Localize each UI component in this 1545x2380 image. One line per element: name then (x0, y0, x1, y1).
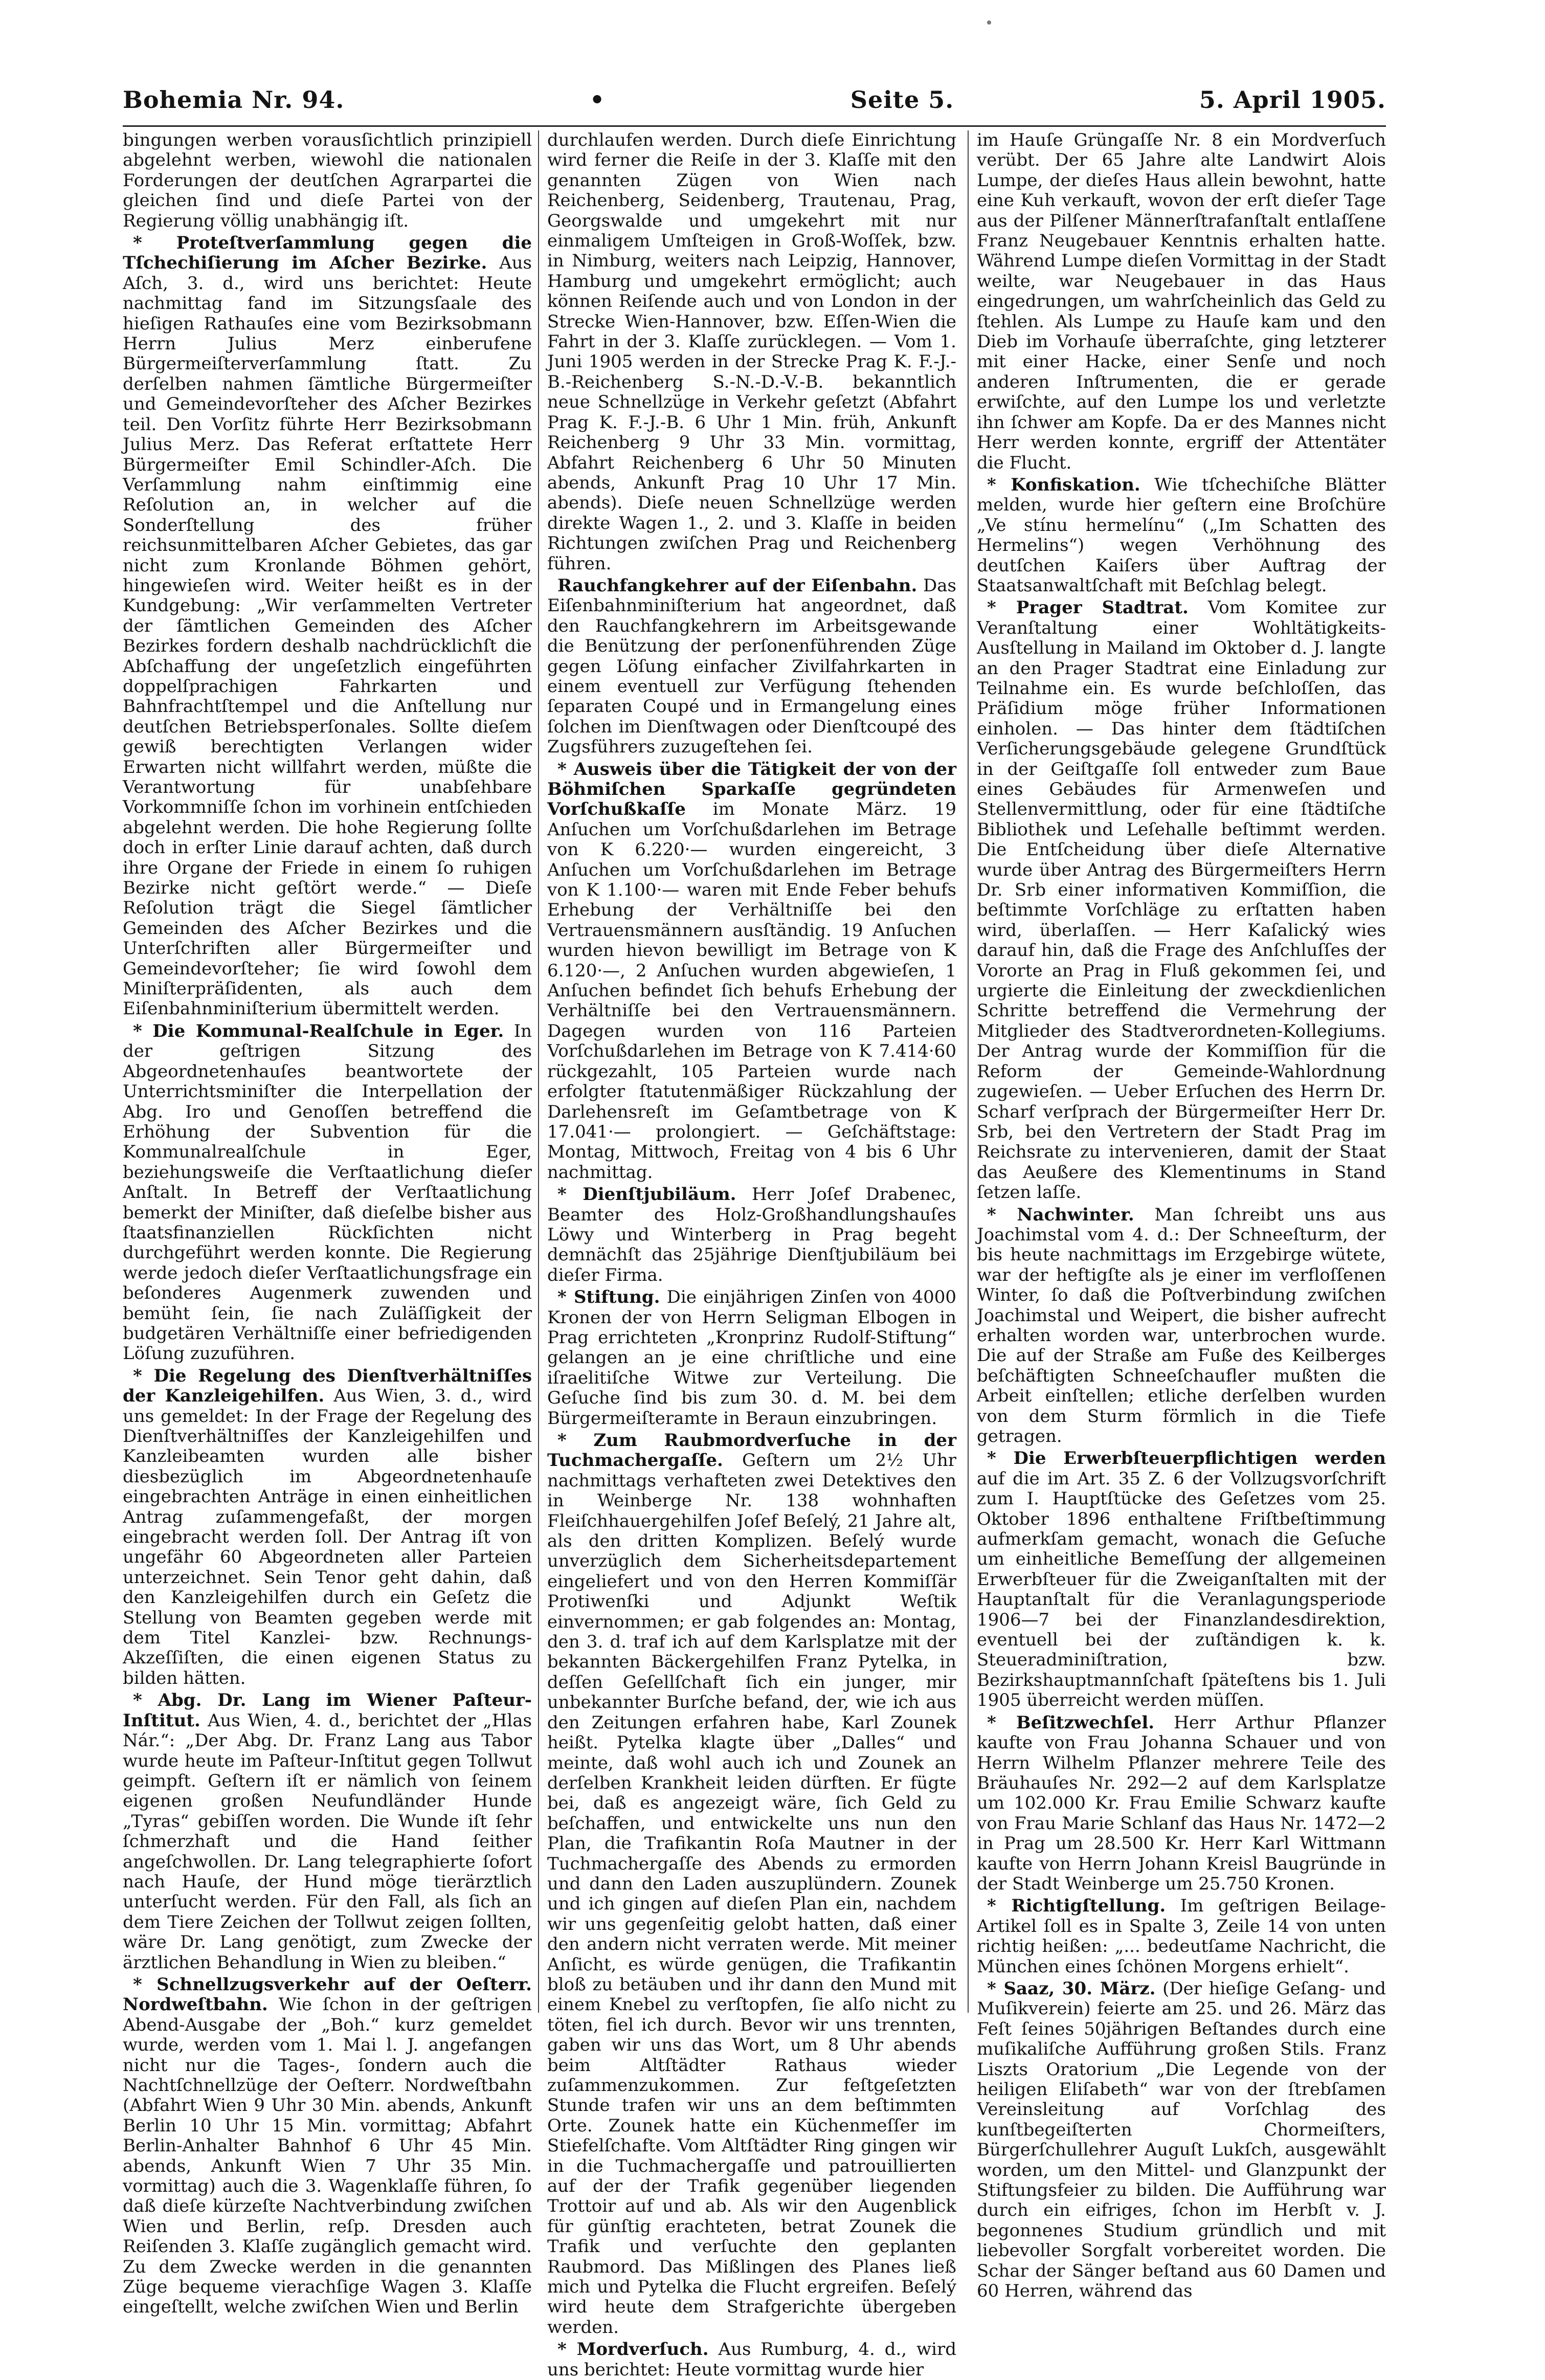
article-body-text: Das Eiſenbahnminiſterium hat angeordnet, daß den Rauchfangkehrern im Arbeitsgewande die Benützung der perſonenführenden Züge gegen Löſung einfacher Zivilfahrkarten in einem eventuell zur Verfügung ſtehenden ſeparaten Coupé und in Ermangelung eines ſolchen im Dienſtwagen oder Dienſtcoupé des Zugsführers zuzugeſtehen ſei. (547, 575, 956, 758)
text-column-2 (547, 130, 957, 2380)
text-column-3 (977, 130, 1386, 2302)
section-mark: * (133, 1365, 154, 1386)
section-mark: * (557, 1430, 594, 1451)
article-body-text: Herr Arthur Pflanzer kaufte von Frau Johanna Schauer und von Herrn Wilhelm Pflanzer mehrere Teile des Bräuhauſes Nr. 292—2 auf dem Karlsplatze um 102.000 Kr. Frau Emilie Schwarz kaufte von Frau Marie Schlanf das Haus Nr. 1472—2 in Prag um 28.500 Kr. Herr Karl Wittmann kaufte von Herrn Johann Kreisl Baugründe in der Stadt Weinberge um 25.750 Kronen. (977, 1712, 1386, 1894)
article-headline: Stiftung. (573, 1287, 660, 1308)
column-divider (538, 130, 539, 2013)
article-headline: Beſitzwechſel. (1016, 1712, 1155, 1733)
article-paragraph (547, 760, 956, 1183)
ink-speck (987, 20, 991, 25)
issue-date: 5. April 1905. (1199, 86, 1386, 114)
section-mark: * (987, 1896, 1012, 1917)
article-headline: Zum Raubmordverſuche in der Tuchmachergaſſe. (547, 1430, 956, 1471)
article-body-text: Geſtern um 2½ Uhr nachmittags verhafteten zwei Detektives den in Weinberge Nr. 138 wohnhaften Fleiſchhauergehilfen Joſef Beſelý, 21 Jahre alt, als den dritten Komplizen. Beſelý wurde unverzüglich dem Sicherheitsdepartement eingeliefert und von den Herren Kommiſſär Protiwenſki und Adjunkt Weſtik einvernommen; er gab folgendes an: Montag, den 3. d. traf ich auf dem Karlsplatze mit der bekannten Bäckergehilfen Franz Pytelka, in deſſen Geſellſchaft ſich ein junger, mir unbekannter Burſche befand, der, wie ich aus den Zeitungen erfahren habe, Karl Zounek heißt. Pytelka klagte über „Dalles“ und meinte, daß wohl auch ich und Zounek an derſelben Krankheit leiden dürften. Er fügte bei, daß es angezeigt wäre, ſich Geld zu beſchaffen, und entwickelte uns nun den Plan, die Trafikantin Roſa Mautner in der Tuchmachergaſſe des Abends zu ermorden und dann den Laden auszuplündern. Zounek und ich gingen auf dieſen Plan ein, nachdem wir uns gegenſeitig gelobt hatten, daß einer den andern nicht verraten werde. Mit meiner Anſicht, es würde genügen, die Trafikantin bloß zu betäuben und ihr dann den Mund mit einem Knebel zu verſtopfen, ſie alſo nicht zu töten, fiel ich durch. Bevor wir uns trennten, gaben wir uns das Wort, um 8 Uhr abends beim Altſtädter Rathaus wieder zuſammenzukommen. Zur feſtgeſetzten Stunde trafen wir uns an dem beſtimmten Orte. Zounek hatte ein Küchenmeſſer im Stiefelſchafte. Vom Altſtädter Ring gingen wir in die Tuchmachergaſſe und patrouillierten auf der der Trafik gegenüber liegenden Trottoir auf und ab. Als wir den Augenblick für günſtig erachteten, betrat Zounek die Trafik und verſuchte den geplanten Raubmord. Das Mißlingen des Planes ließ mich und Pytelka die Flucht ergreifen. Beſelý wird heute dem Strafgerichte übergeben werden. (547, 1450, 956, 2338)
article-paragraph (123, 1975, 532, 2318)
article-paragraph (547, 576, 956, 758)
article-paragraph (547, 2340, 956, 2380)
article-headline: Mordverſuch. (576, 2339, 709, 2360)
article-body-text: Im geſtrigen Beilage-Artikel ſoll es in Spalte 3, Zeile 14 von unten richtig heißen: „... bedeutſame Nachricht, die München eines ſchönen Morgens erhielt“. (977, 1896, 1386, 1977)
section-mark: * (133, 1974, 157, 1995)
article-headline: Nachwinter. (1017, 1204, 1134, 1225)
article-headline: Rauchfangkehrer auf der Eiſenbahn. (557, 575, 917, 596)
article-body-text: Aus Aſch, 3. d., wird uns berichtet: Heute nachmittag fand im Sitzungsſaale des hieſigen Rathauſes eine vom Bezirksobmann Herrn Julius Merz einberufene Bürgermeiſterverſammlung ſtatt. Zu derſelben nahmen ſämtliche Bürgermeiſter und Gemeindevorſteher des Aſcher Bezirkes teil. Den Vorſitz führte Herr Bezirksobmann Julius Merz. Das Referat erſtattete Herr Bürgermeiſter Emil Schindler-Aſch. Die Verſammlung nahm einſtimmig eine Reſolution an, in welcher auf die Sonderſtellung des früher reichsunmittelbaren Aſcher Gebietes, das gar nicht zum Kronlande Böhmen gehört, hingewieſen wird. Weiter heißt es in der Kundgebung: „Wir verſammelten Vertreter der ſämtlichen Gemeinden des Aſcher Bezirkes fordern deshalb nachdrücklichſt die Abſchaffung der ungeſetzlich eingeführten doppelſprachigen Fahrkarten und Bahnfrachtſtempel und die Anſtellung nur deutſchen Betriebsperſonales. Sollte dieſem gewiß berechtigten Verlangen wider Erwarten nicht willfahrt werden, müßte die Verantwortung für unabſehbare Vorkommniſſe ſchon im vorhinein entſchieden abgelehnt werden. Die hohe Regierung ſollte doch in erſter Linie darauf achten, daß durch ihre Organe der Friede in einem ſo ruhigen Bezirke nicht geſtört werde.“ — Dieſe Reſolution trägt die Siegel ſämtlicher Gemeinden des Aſcher Bezirkes und die Unterſchriften aller Bürgermeiſter und Gemeindevorſteher; ſie wird ſowohl dem Miniſterpräſidenten, als auch dem Eiſenbahnminiſterium übermittelt werden. (123, 253, 532, 1019)
article-headline: Dienſtjubiläum. (583, 1184, 736, 1205)
article-body-text: auf die im Art. 35 Z. 6 der Vollzugsvorſchrift zum I. Hauptſtücke des Geſetzes vom 25. Oktober 1896 enthaltene Friſtbeſtimmung aufmerkſam gemacht, wonach die Geſuche um einheitliche Bemeſſung der allgemeinen Erwerbſteuer für die Zweiganſtalten mit der Hauptanſtalt für die Veranlagungsperiode 1906—7 bei der Finanzlandesdirektion, eventuell bei der zuſtändigen k. k. Steueradminiſtration, bzw. Bezirkshauptmannſchaft ſpäteſtens bis 1. Juli 1905 überreicht werden müſſen. (977, 1468, 1386, 1711)
section-mark: * (987, 1204, 1017, 1225)
header-rule (123, 125, 1386, 127)
article-body-text: im Monate März. 19 Anſuchen um Vorſchußdarlehen im Betrage von K 6.220·— wurden eingereicht, 3 Anſuchen um Vorſchußdarlehen im Betrage von K 1.100·— waren mit Ende Feber behufs Erhebung der Verhältniſſe bei den Vertrauensmännern ausſtändig. 19 Anſuchen wurden hievon bewilligt im Betrage von K 6.120·—, 2 Anſuchen wurden abgewieſen, 1 Anſuchen befindet ſich behufs Erhebung der Verhältniſſe bei den Vertrauensmännern. Dagegen wurden von 116 Parteien Vorſchußdarlehen im Betrage von K 7.414·60 rückgezahlt, 105 Parteien wurde nach erfolgter ſtatutenmäßiger Rückzahlung der Darlehensreſt im Geſamtbetrage von K 17.041·— prolongiert. — Geſchäftstage: Montag, Mittwoch, Freitag von 4 bis 6 Uhr nachmittag. (547, 799, 957, 1183)
section-mark: * (557, 2339, 577, 2360)
article-paragraph (547, 1431, 956, 2338)
article-body-text: Man ſchreibt uns aus Joachimstal vom 4. d.: Der Schneeſturm, der bis heute nachmittags im Erzgebirge wütete, war der heftigſte als je einer im verfloſſenen Winter, ſo daß die Poſtverbindung zwiſchen Joachimstal und Weipert, die bisher aufrecht erhalten worden war, unterbrochen wurde. Die auf der Straße am Fuße des Keilberges beſchäftigten Schneeſchaufler mußten die Arbeit einſtellen; etliche derſelben wurden von dem Sturm förmlich in die Tiefe getragen. (977, 1204, 1386, 1447)
article-headline: Die Kommunal-Realſchule in Eger. (152, 1020, 504, 1041)
text-column-1 (123, 130, 532, 2318)
page-header (123, 77, 1386, 123)
article-body-text: Vom Komitee zur Veranſtaltung einer Wohltätigkeits-Ausſtellung in Mailand im Oktober d. J. langte an den Prager Stadtrat eine Einladung zur Teilnahme ein. Es wurde beſchloſſen, das Präſidium möge früher Informationen einholen. — Das hinter dem ſtädtiſchen Verſicherungsgebäude gelegene Grundſtück in der Geiſtgaſſe ſoll entweder zum Baue eines Gebäudes für Armenweſen und Stellenvermittlung, oder für eine ſtädtiſche Bibliothek und Leſehalle beſtimmt werden. Die Entſcheidung über dieſe Alternative wurde über Antrag des Bürgermeiſters Herrn Dr. Srb einer informativen Kommiſſion, die beſtimmte Vorſchläge zu erſtatten haben wird, überlaſſen. — Herr Kaſalický wies darauf hin, daß die Frage des Anſchluſſes der Vororte an Prag in Fluß gekommen ſei, und urgierte die Einleitung der zweckdienlichen Schritte betreffend die Vermehrung der Mitglieder des Stadtverordneten-Kollegiums. Der Antrag wurde der Kommiſſion für die Reform der Gemeinde-Wahlordnung zugewieſen. — Ueber Erſuchen des Herrn Dr. Scharf verſprach der Bürgermeiſter Herr Dr. Srb, bei den Vertretern der Stadt Prag im Reichsrate zu intervenieren, damit der Staat das Aeußere des Klementinums in Stand ſetzen laſſe. (977, 597, 1386, 1203)
section-mark: * (557, 1287, 574, 1308)
article-headline: Die Regelung des Dienſtverhältniſſes der Kanzleigehilfen. (123, 1365, 532, 1407)
article-headline: Ausweis über die Tätigkeit der von der Böhmiſchen Sparkaſſe gegründeten Vorſchußkaſſe (547, 759, 957, 820)
article-paragraph (977, 1979, 1386, 2302)
article-paragraph (123, 1366, 532, 1689)
section-mark: * (987, 1978, 1004, 1999)
article-body-text: (Der hieſige Geſang- und Muſikverein) feierte am 25. und 26. März das Feſt ſeines 50jährigen Beſtandes durch eine muſikaliſche Aufführung großen Stils. Franz Liszts Oratorium „Die Legende von der heiligen Eliſabeth“ war von der ſtrebſamen Vereinsleitung auf Vorſchlag des kunſtbegeiſterten Chormeiſters, Bürgerſchullehrer Auguſt Lukſch, ausgewählt worden, um den Mittel- und Glanzpunkt der Stiftungsfeier zu bilden. Die Aufführung war durch ein eifriges, ſchon im Herbſt v. J. begonnenes Studium gründlich und mit liebevoller Sorgfalt vorbereitet worden. Die Schar der Sänger beſtand aus 60 Damen und 60 Herren, während das (977, 1978, 1386, 2302)
article-paragraph (977, 1713, 1386, 1895)
column-divider (968, 130, 969, 2013)
article-paragraph (123, 1691, 532, 1973)
article-headline: Schnellzugsverkehr auf der Oeſterr. Nordweſtbahn. (123, 1974, 532, 2015)
article-headline: Konfiskation. (1011, 474, 1140, 495)
article-paragraph (547, 1185, 956, 1285)
article-body-text: Aus Wien, 3. d., wird uns gemeldet: In der Frage der Regelung des Dienſtverhältniſſes der Kanzleigehilfen und Kanzleibeamten wurden alle bisher diesbezüglich im Abgeordnetenhauſe eingebrachten Anträge in einen einheitlichen Antrag zuſammengefaßt, der morgen eingebracht werden ſoll. Der Antrag iſt von ungefähr 60 Abgeordneten aller Parteien unterzeichnet. Sein Tenor geht dahin, daß den Kanzleigehilfen durch ein Geſetz die Stellung von Beamten gegeben werde mit dem Titel Kanzlei- bzw. Rechnungs-Akzeſſiſten, die einen eigenen Status zu bilden hätten. (123, 1386, 532, 1688)
article-headline: Prager Stadtrat. (1016, 597, 1189, 618)
article-paragraph (977, 475, 1386, 596)
masthead-issue: Bohemia Nr. 94. (123, 86, 345, 114)
section-mark: * (133, 233, 176, 254)
article-paragraph (977, 130, 1386, 473)
page-number: Seite 5. (850, 86, 954, 114)
section-mark: * (987, 1712, 1016, 1733)
article-paragraph (123, 130, 532, 231)
article-body-text: Aus Rumburg, 4. d., wird uns berichtet: Heute vormittag wurde hier (547, 2339, 956, 2380)
section-mark: * (987, 597, 1016, 618)
section-mark: * (557, 759, 574, 780)
article-headline: Saaz, 30. März. (1003, 1978, 1156, 1999)
section-mark: * (133, 1690, 158, 1711)
article-body-text: Die einjährigen Zinſen von 4000 Kronen der von Herrn Seligman Elbogen in Prag errichteten „Kronprinz Rudolf-Stiftung“ gelangen an je eine chriſtliche und eine iſraelitiſche Witwe zur Verteilung. Die Geſuche ſind bis zum 30. d. M. bei dem Bürgermeiſteramte in Beraun einzubringen. (547, 1287, 956, 1429)
article-body-text: In der geſtrigen Sitzung des Abgeordnetenhauſes beantwortete der Unterrichtsminiſter die Interpellation der Abg. Iro und Genoſſen betreffend die Erhöhung der Subvention für die Kommunalrealſchule in Eger, beziehungsweiſe die Verſtaatlichung dieſer Anſtalt. In Betreff der Verſtaatlichung bemerkt der Miniſter, daß dieſelbe bisher aus ſtaatsfinanziellen Rückſichten nicht durchgeführt werden konnte. Die Regierung werde jedoch dieſer Verſtaatlichungsfrage ein beſonderes Augenmerk zuwenden und bemüht ſein, ſie nach Zuläſſigkeit der budgetären Verhältniſſe einer befriedigenden Löſung zuzuführen. (123, 1020, 532, 1364)
article-body-text: im Hauſe Grüngaſſe Nr. 8 ein Mordverſuch verübt. Der 65 Jahre alte Landwirt Alois Lumpe, der dieſes Haus allein bewohnt, hatte eine Kuh verkauft, wovon der erſt dieſer Tage aus der Pilſener Männerſtrafanſtalt entlaſſene Franz Neugebauer Kenntnis erhalten hatte. Während Lumpe dieſen Vormittag in der Stadt weilte, war Neugebauer in das Haus eingedrungen, um wahrſcheinlich das Geld zu ſtehlen. Als Lumpe zu Hauſe kam und den Dieb im Vorhauſe überraſchte, ging letzterer mit einer Hacke, einer Senſe und noch anderen Inſtrumenten, die er gerade erwiſchte, auf den Lumpe los und verletzte ihn ſchwer am Kopfe. Da er des Mannes nicht Herr werden konnte, ergriff der Attentäter die Flucht. (977, 130, 1386, 473)
article-body-text: bingungen werben vorausſichtlich prinzipiell abgelehnt werben, wiewohl die nationalen Forderungen der deutſchen Agrarpartei die gleichen ſind und dieſe Partei von der Regierung völlig unabhängig iſt. (123, 130, 532, 231)
section-mark: * (557, 1184, 583, 1205)
section-mark: * (133, 1020, 153, 1041)
article-paragraph (547, 130, 956, 574)
article-paragraph (547, 1287, 956, 1429)
article-headline: Proteſtverſammlung gegen die Tſchechiſierung im Aſcher Bezirke. (123, 233, 532, 274)
article-body-text: Herr Joſef Drabenec, Beamter des Holz-Großhandlungshauſes Löwy und Winterberg in Prag begeht demnächſt das 25jährige Dienſtjubiläum bei dieſer Firma. (547, 1184, 956, 1285)
article-paragraph (977, 598, 1386, 1203)
article-body-text: durchlaufen werden. Durch dieſe Einrichtung wird ferner die Reiſe in der 3. Klaſſe mit den genannten Zügen von Wien nach Reichenberg, Seidenberg, Trautenau, Prag, Georgswalde und umgekehrt mit nur einmaligem Umſteigen in Groß-Woſſek, bzw. in Nimburg, weiters nach Leipzig, Hannover, Hamburg und umgekehrt ermöglicht; auch können Reiſende auch und von London in der Strecke Wien-Hannover, bzw. Eſſen-Wien die Fahrt in der 3. Klaſſe zurücklegen. — Vom 1. Juni 1905 werden in der Strecke Prag K. F.-J.-B.-Reichenberg S.-N.-D.-V.-B. bekanntlich neue Schnellzüge in Verkehr geſetzt (Abfahrt Prag K. F.-J.-B. 6 Uhr 1 Min. früh, Ankunft Reichenberg 9 Uhr 33 Min. vormittag, Abfahrt Reichenberg 6 Uhr 50 Minuten abends, Ankunft Prag 10 Uhr 17 Min. abends). Dieſe neuen Schnellzüge werden direkte Wagen 1., 2. und 3. Klaſſe in beiden Richtungen zwiſchen Prag und Reichenberg führen. (547, 130, 956, 574)
article-body-text: Wie tſchechiſche Blätter melden, wurde hier geſtern eine Broſchüre „Ve stínu hermelínu“ („Im Schatten des Hermelins“) wegen Verhöhnung des deutſchen Kaiſers über Auftrag der Staatsanwaltſchaft mit Beſchlag belegt. (977, 474, 1386, 596)
article-headline: Die Erwerbſteuerpflichtigen werden (1013, 1448, 1386, 1469)
article-paragraph (123, 233, 532, 1019)
article-headline: Richtigſtellung. (1011, 1896, 1166, 1917)
article-paragraph (123, 1021, 532, 1364)
header-dot: • (589, 86, 606, 114)
article-body-text: Aus Wien, 4. d., berichtet der „Hlas Nár.“: „Der Abg. Dr. Franz Lang aus Tabor wurde heute im Paſteur-Inſtitut gegen Tollwut geimpft. Geſtern iſt er nämlich von ſeinem eigenen großen Neufundländer Hunde „Tyras“ gebiſſen worden. Die Wunde iſt ſehr ſchmerzhaft und die Hand ſeither angeſchwollen. Dr. Lang telegraphierte ſofort nach Hauſe, der Hund möge tierärztlich unterſucht werden. Für den Fall, als ſich an dem Tiere Zeichen der Tollwut zeigen ſollten, wäre Dr. Lang genötigt, zum Zwecke der ärztlichen Behandlung in Wien zu bleiben.“ (123, 1710, 532, 1973)
article-headline: Abg. Dr. Lang im Wiener Paſteur-Inſtitut. (123, 1690, 532, 1731)
article-paragraph (977, 1205, 1386, 1447)
article-body-text: Wie ſchon in der geſtrigen Abend-Ausgabe der „Boh.“ kurz gemeldet wurde, werden vom 1. Mai l. J. angefangen nicht nur die Tages-, ſondern auch die Nachtſchnellzüge der Oeſterr. Nordweſtbahn (Abfahrt Wien 9 Uhr 30 Min. abends, Ankunft Berlin 10 Uhr 15 Min. vormittag; Abfahrt Berlin-Anhalter Bahnhof 6 Uhr 45 Min. abends, Ankunft Wien 7 Uhr 35 Min. vormittag) auch die 3. Wagenklaſſe führen, ſo daß dieſe kürzeſte Nachtverbindung zwiſchen Wien und Berlin, reſp. Dresden auch Reiſenden 3. Klaſſe zugänglich gemacht wird. Zu dem Zwecke werden in die genannten Züge bequeme vierachſige Wagen 3. Klaſſe eingeſtellt, welche zwiſchen Wien und Berlin (123, 1994, 532, 2318)
article-paragraph (977, 1896, 1386, 1977)
section-mark: * (987, 474, 1011, 495)
article-paragraph (977, 1449, 1386, 1710)
section-mark: * (987, 1448, 1014, 1469)
